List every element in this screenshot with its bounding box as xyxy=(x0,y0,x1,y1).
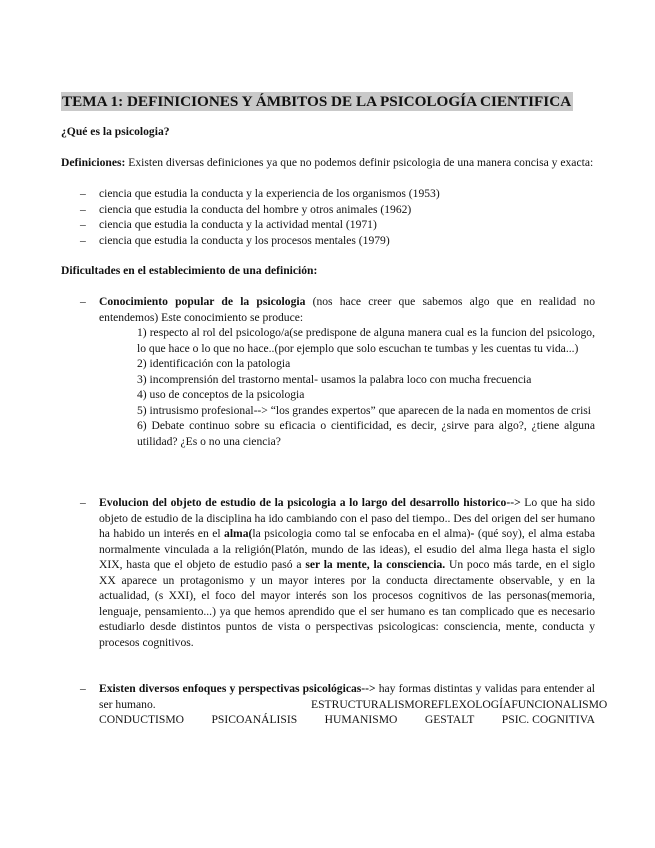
definition-text: ciencia que estudia la conducta del hombre y otros animales (1962) xyxy=(99,202,412,216)
list-item xyxy=(80,186,600,202)
block-heading: Existen diversos enfoques y perspectivas psicológicas--> xyxy=(99,682,376,695)
list-item: 5) intrusismo profesional--> “los grandes expertos” que aparecen de la nada en momentos de crisi xyxy=(137,403,592,417)
dash-bullet: – xyxy=(80,187,86,200)
perspective-term: GESTALT xyxy=(424,713,475,726)
bold-term-mente: ser la mente, la consciencia. xyxy=(305,558,446,571)
bold-term-alma: alma( xyxy=(224,527,253,540)
list-item: 3) incomprensión del trastorno mental- usamos la palabra loco con mucha frecuencia xyxy=(137,372,532,386)
dash-bullet: – xyxy=(80,295,86,308)
dash-bullet: – xyxy=(80,202,86,216)
perspective-term: PSICOANÁLISIS xyxy=(211,713,298,726)
perspective-term: HUMANISMO xyxy=(324,713,398,726)
perspectives-block xyxy=(80,681,608,728)
perspective-term: REFLEXOLOGÍA xyxy=(423,697,512,711)
dash-bullet: – xyxy=(80,233,86,247)
bold-dash: - xyxy=(470,527,478,540)
definitions-intro: Existen diversas definiciones ya que no podemos definir psicologia de una manera concisa y exacta: xyxy=(125,156,594,169)
question-heading: ¿Qué es la psicologia? xyxy=(61,125,170,138)
definition-text: ciencia que estudia la conducta y la experiencia de los organismos (1953) xyxy=(99,187,440,200)
definitions-label: Definiciones: xyxy=(61,156,126,169)
popular-knowledge-sublist xyxy=(137,325,595,449)
evolution-block xyxy=(80,495,595,650)
page-title: TEMA 1: DEFINICIONES Y ÁMBITOS DE LA PSICOLOGÍA CIENTIFICA xyxy=(62,93,572,110)
popular-knowledge-block xyxy=(80,294,595,325)
perspectives-line-2 xyxy=(99,712,595,728)
list-item xyxy=(80,202,600,218)
dash-bullet: – xyxy=(80,682,86,695)
dash-bullet: – xyxy=(80,496,86,509)
block-heading: Evolucion del objeto de estudio de la psicologia a lo largo del desarrollo historico--> xyxy=(99,496,521,509)
definition-text: ciencia que estudia la conducta y la actividad mental (1971) xyxy=(99,218,377,231)
perspective-term: CONDUCTISMO xyxy=(99,713,185,726)
list-item xyxy=(80,233,600,249)
perspective-term: ESTRUCTURALISMO xyxy=(311,697,424,711)
list-item: 6) Debate continuo sobre su eficacia o cientificidad, es decir, ¿sirve para algo?, ¿tiene alguna utilidad? ¿Es o no una ciencia? xyxy=(137,419,595,448)
definitions-list xyxy=(80,186,600,248)
perspective-term: PSIC. COGNITIVA xyxy=(501,713,595,726)
block-text: Un poco más tarde, en el siglo XX aparece un protagonismo y un mayor interes por la conducta directamente observable, y en la actualidad, (s XXI), el foco del mayor interés son los procesos cognitivos de las personas(memoria, lenguaje, pensamiento...) ya que hemos aprendido que el ser humano es tan complicado que es necesario estudiarlo desde distintos puntos de vista o perspectivas psicologicas: consciencia, mente, conducta y procesos cognitivos. xyxy=(99,558,595,649)
list-item xyxy=(80,217,600,233)
dash-bullet: – xyxy=(80,218,86,231)
list-item: 2) identificación con la patologia xyxy=(137,357,291,370)
definitions-paragraph xyxy=(61,155,596,171)
block-text: la psicologia como tal se enfocaba en el alma) xyxy=(252,527,471,540)
list-item: 1) respecto al rol del psicologo/a(se predispone de alguna manera cual es la funcion del psicologo, lo que hace o lo que no hace..(por ejemplo que solo escuchan te tumbas y les cuentas tu vida...) xyxy=(137,326,595,355)
difficulties-heading: Dificultades en el establecimiento de una definición: xyxy=(61,264,318,277)
definition-text: ciencia que estudia la conducta y los procesos mentales (1979) xyxy=(99,233,390,247)
perspective-term: FUNCIONALISMO xyxy=(511,697,608,711)
block-heading: Conocimiento popular de la psicologia xyxy=(99,295,306,308)
perspectives-line-1 xyxy=(311,697,608,713)
block-text: Lo que ha sido objeto de estudio de la disciplina ha ido cambiando con el paso del tiempo.. Des del origen del ser humano ha habido un interés en el xyxy=(99,496,595,540)
list-item: 4) uso de conceptos de la psicologia xyxy=(137,388,305,401)
block-text: hay formas distintas y validas para entender al ser humano. xyxy=(99,682,595,711)
block-text: (qué soy), el alma estaba normalmente vinculada a la religión(Platón, mundo de las ideas), el esudio del alma llega hasta el siglo XIX, hasta que el objeto de estudio pasó a xyxy=(99,527,595,571)
block-text: (nos hace creer que sabemos algo que en realidad no entendemos) Este conocimiento se produce: xyxy=(99,295,595,324)
